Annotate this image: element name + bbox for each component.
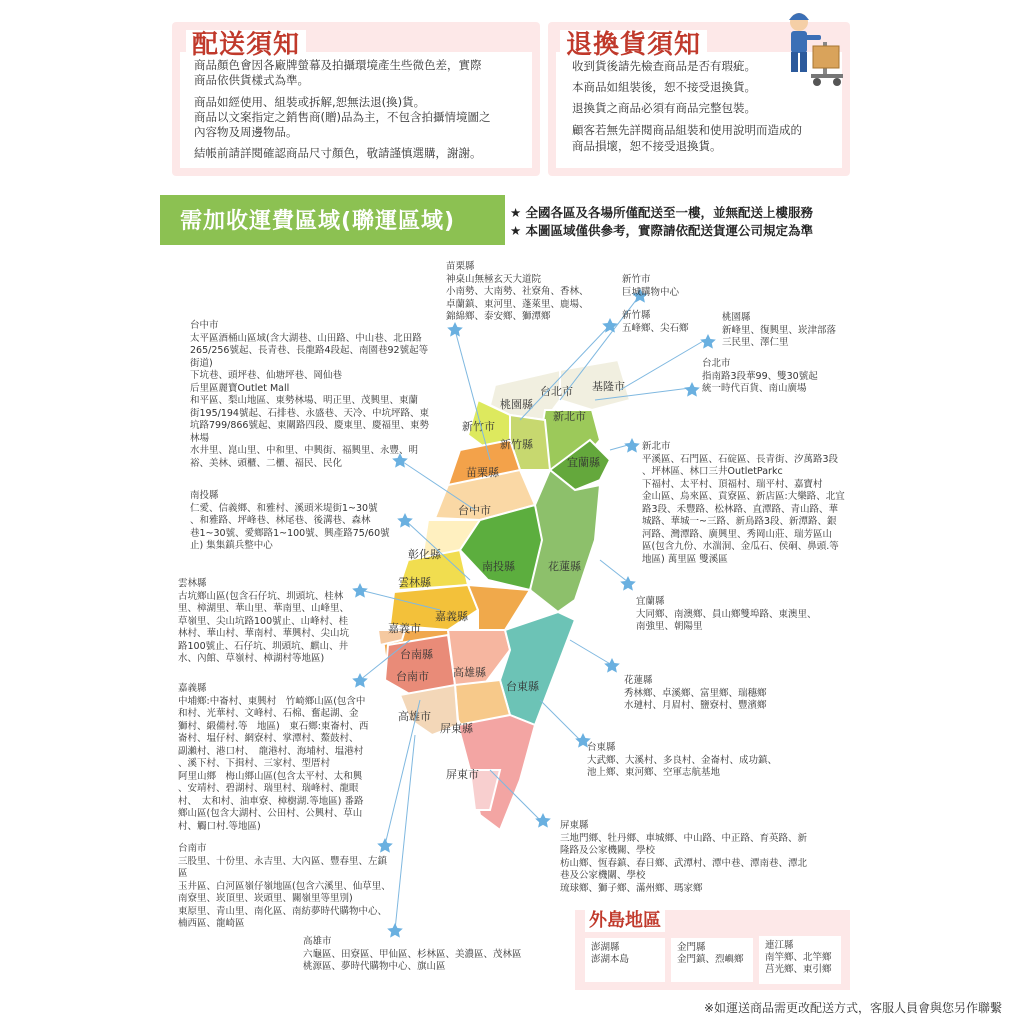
region-line: 和村、光華村、文峰村、石棉、奮起湖、金 xyxy=(178,708,359,719)
region-line: 草嶺里、尖山坑路100號止、山峰村、桂 xyxy=(178,615,349,627)
region-head: 苗栗縣 xyxy=(446,261,475,272)
banner-note: ★ 全國各區及各場所僅配送至一樓，並無配送上樓服務 xyxy=(510,205,814,220)
region-line: 街道) xyxy=(190,357,213,369)
surcharge-banner-title: 需加收運費區域(聯運區域) xyxy=(180,209,456,234)
region-line: 五峰鄉、尖石鄉 xyxy=(622,322,689,334)
region-line: 大武鄉、大溪村、多良村、金崙村、成功鎮、 xyxy=(587,754,778,766)
region-line: 中埔鄉:中崙村、東興村 竹崎鄉山區(包含中 xyxy=(178,695,366,707)
outer-head: 澎湖縣 xyxy=(591,942,620,953)
star-icon xyxy=(535,813,551,828)
returns-line: 本商品如組裝後，恕不接受退換貨。 xyxy=(572,80,756,94)
region-line: 、和雅路、坪峰巷、林尾巷、後溝巷、森林 xyxy=(190,515,371,526)
region-line: 河路、灣潭路、廣興里、秀岡山莊、瑞芳區山 xyxy=(642,528,833,540)
outer-body: 澎湖本島 xyxy=(591,954,630,965)
outer-cell-penghu xyxy=(585,938,665,982)
region-line: 隆路及公家機關、學校 xyxy=(560,845,656,856)
region-line: 統一時代百貨、南山廣場 xyxy=(702,383,807,394)
map-label: 宜蘭縣 xyxy=(567,456,600,469)
delivery-line: 商品以文案指定之銷售商(贈)品為主，不包含拍攝情境圖之 xyxy=(194,110,491,124)
region-head: 台北市 xyxy=(702,358,731,369)
region-yunlin xyxy=(178,578,373,666)
region-line: 錦綿鄉、泰安鄉、獅潭鄉 xyxy=(446,311,551,322)
region-line: 下福村、太平村、頂福村、瑞平村、嘉寶村 xyxy=(642,478,823,490)
delivery-line: 商品如經使用、組裝或拆解,恕無法退(換)貨。 xyxy=(194,95,426,109)
region-line: 副瀨村、港口村、 龍港村、海埔村、塭港村 xyxy=(178,745,364,757)
region-chiayi xyxy=(178,683,388,833)
region-line: 秀林鄉、卓溪鄉、富里鄉、瑞穗鄉 xyxy=(624,687,767,699)
region-line: 巷及公家機關、學校 xyxy=(560,870,646,881)
region-head: 花蓮縣 xyxy=(624,675,653,686)
region-line: 仁愛、信義鄉、和雅村、溪頭米堤街1~30號 xyxy=(190,502,378,514)
region-line: 東原里、青山里、南化區、南紡夢時代購物中心、 xyxy=(178,905,388,917)
returns-line: 收到貨後請先檢查商品是否有瑕疵。 xyxy=(572,59,756,73)
region-hsinchu-city xyxy=(622,274,712,299)
region-line: 街195/194號起、石排巷、永盛巷、天冷、中坑坪路、東 xyxy=(190,407,429,419)
region-line: 地區) 萬里區 雙溪區 xyxy=(642,553,728,565)
region-line: 獅村、緞備村.等 地區) 東石鄉:東崙村、西 xyxy=(178,720,369,732)
region-line: 南寮里、崁頂里、崁頭里、關嶺里等里別) xyxy=(178,893,353,904)
delivery-line: 結帳前請詳閱確認商品尺寸顏色，敬請謹慎選購，謝謝。 xyxy=(194,146,482,160)
region-line: 六龜區、田寮區、甲仙區、杉林區、美濃區、茂林區 xyxy=(303,948,522,960)
region-line: 琉球鄉、獅子鄉、滿州鄉、瑪家鄉 xyxy=(560,882,703,894)
region-line: 和平區、梨山地區、東勢林場、明正里、茂興里、東蘭 xyxy=(190,395,419,406)
region-line: 小南勢、大南勢、社寮角、香林、 xyxy=(446,286,589,297)
region-line: 村、 太和村、油車寮、樟樹湖.等地區) 番路 xyxy=(178,795,364,807)
outer-body: 南竿鄉、北竿鄉 xyxy=(765,952,832,963)
region-line: 大同鄉、南澳鄉、員山鄉雙埠路、東澳里、 xyxy=(636,608,817,620)
region-line: 、坪林區、林口三井OutletParkc xyxy=(642,466,783,477)
region-head: 台南市 xyxy=(178,843,207,854)
region-pingtung xyxy=(560,820,840,895)
star-icon xyxy=(604,658,620,673)
region-line: 林村、華山村、華南村、華興村、尖山坑 xyxy=(178,628,350,639)
region-line: 裕、美林、頭櫃、二櫃、福民、民化 xyxy=(190,457,343,469)
region-line: 池上鄉、東河鄉、空軍志航基地 xyxy=(587,767,721,778)
map-label: 屏東縣 xyxy=(440,722,473,735)
star-icon xyxy=(624,438,640,453)
map-label: 台南市 xyxy=(396,670,429,683)
region-line: 三股里、十份里、永吉里、大內區、豐春里、左鎮 xyxy=(178,855,388,867)
delivery-line: 商品依供貨樣式為準。 xyxy=(194,73,309,87)
region-line: 村、觸口村.等地區) xyxy=(178,820,261,832)
map-label: 屏東市 xyxy=(446,768,479,781)
region-taipei xyxy=(702,358,852,396)
region-line: 平溪區、石門區、石碇區、長青街、汐萬路3段 xyxy=(642,453,839,465)
map-label: 桃園縣 xyxy=(500,398,533,411)
region-head: 宜蘭縣 xyxy=(636,596,665,607)
region-kaohsiung xyxy=(303,936,553,974)
region-line: 路3段、禾豐路、松林路、直潭路、青山路、華 xyxy=(642,503,839,515)
region-line: 南強里、朝陽里 xyxy=(636,621,703,632)
outer-head: 金門縣 xyxy=(677,942,706,953)
region-line: 265/256號起、長青巷、長龍路4段起、南園巷92號起等 xyxy=(190,345,429,356)
footnote: ※如運送商品需更改配送方式，客服人員會與您另作聯繫 xyxy=(703,1001,1002,1015)
outer-cell-lienchiang xyxy=(759,936,841,984)
region-line: 枋山鄉、恆春鎮、春日鄉、武潭村、潭中巷、潭南巷、潭北 xyxy=(560,857,808,869)
outer-islands-title: 外島地區 xyxy=(585,906,665,932)
delivery-notice-title: 配送須知 xyxy=(186,30,306,60)
region-head: 嘉義縣 xyxy=(178,683,207,694)
region-line: 桃源區、夢時代購物中心、旗山區 xyxy=(303,961,446,972)
region-line: 指南路3段華99、雙30號起 xyxy=(702,370,818,382)
region-taichung xyxy=(190,320,450,470)
region-line: 水井里、崑山里、中和里、中興街、福興里、永豐、明 xyxy=(190,445,419,456)
region-line: 水璉村、月眉村、鹽寮村、豐濱鄉 xyxy=(624,700,767,711)
region-line: 三民里、澤仁里 xyxy=(722,337,789,348)
map-label: 新北市 xyxy=(553,410,586,423)
region-line: 阿里山鄉 梅山鄉山區(包含太平村、太和興 xyxy=(178,770,363,782)
map-label: 台南縣 xyxy=(400,648,433,661)
region-line: 城路、華城一~三路、新鳥路3段、新潭路、銀 xyxy=(642,516,837,527)
region-head: 台中市 xyxy=(190,320,219,331)
region-line: 崙村、塭仔村、網寮村、掌潭村、鰲鼓村、 xyxy=(178,733,359,744)
region-line: 林場 xyxy=(190,432,210,444)
region-head: 新北市 xyxy=(642,441,671,452)
map-label: 苗栗縣 xyxy=(466,466,499,479)
returns-line: 退換貨之商品必須有商品完整包裝。 xyxy=(572,101,756,115)
region-line: 坑路799/866號起、東關路四段、慶東里、慶福里、東勢 xyxy=(190,420,429,431)
map-label: 台東縣 xyxy=(506,680,539,693)
region-head: 桃園縣 xyxy=(722,312,751,323)
map-label: 高雄縣 xyxy=(453,666,486,679)
region-line: 新峰里、復興里、崁津部落 xyxy=(722,324,837,336)
region-yilan xyxy=(636,596,846,634)
region-head: 新竹市 xyxy=(622,274,651,285)
outer-islands-box xyxy=(575,910,850,990)
delivery-line: 內容物及周邊物品。 xyxy=(194,125,298,139)
region-line: 、溪下村、下揖村、三家村、型厝村 xyxy=(178,758,331,769)
banner-note: ★ 本圖區域僅供參考，實際請依配送貨運公司規定為準 xyxy=(510,223,814,238)
region-line: 古坑鄉山區(包含石仔坑、圳頭坑、桂林 xyxy=(178,590,344,602)
map-label: 新竹市 xyxy=(462,420,495,433)
region-taoyuan xyxy=(722,312,862,350)
region-tainan xyxy=(178,843,408,931)
map-label: 基隆市 xyxy=(592,380,625,393)
region-line: 區 xyxy=(178,868,188,879)
map-label: 台中市 xyxy=(458,504,491,517)
outer-cell-kinmen xyxy=(671,938,753,982)
map-label: 花蓮縣 xyxy=(548,560,581,573)
region-line: 卓蘭鎮、東河里、蓬萊里、鹿場、 xyxy=(446,298,589,310)
region-head: 雲林縣 xyxy=(178,578,207,589)
region-line: 里、樟湖里、華山里、華南里、山峰里、 xyxy=(178,603,350,614)
region-line: 路100號止、石仔坑、圳頭坑、麒山、井 xyxy=(178,640,349,652)
region-line: 楠西區、龍崎區 xyxy=(178,918,245,929)
region-line: 下坑巷、頭坪巷、仙塘坪巷、岡仙巷 xyxy=(190,370,343,381)
region-line: 金山區、烏來區、貢寮區、新店區:大樂路、北宜 xyxy=(642,491,845,502)
region-line: 、安靖村、碧湖村、瑞里村、瑞峰村、龍眼 xyxy=(178,783,359,794)
region-head: 南投縣 xyxy=(190,490,219,501)
outer-body: 金門鎮、烈嶼鄉 xyxy=(677,954,744,965)
region-line: 鄉山區(包含大湖村、公田村、公興村、草山 xyxy=(178,808,363,819)
region-line: 后里區麗寶Outlet Mall xyxy=(190,382,290,394)
region-head: 高雄市 xyxy=(303,936,332,947)
outer-body: 莒光鄉、東引鄉 xyxy=(765,964,832,975)
delivery-line: 商品顏色會因各廠牌螢幕及拍攝環境產生些微色差，實際 xyxy=(194,58,482,72)
region-line: 太平區酒桶山區域(含大湖巷、山田路、中山巷、北田路 xyxy=(190,332,422,344)
map-label: 彰化縣 xyxy=(408,548,441,561)
star-icon xyxy=(684,382,700,397)
star-icon xyxy=(700,334,716,349)
outer-head: 連江縣 xyxy=(765,940,794,951)
region-head: 新竹縣 xyxy=(622,310,651,321)
region-line: 止) 集集鎮兵整中心 xyxy=(190,540,273,551)
map-label: 嘉義縣 xyxy=(435,610,468,623)
map-label: 嘉義市 xyxy=(388,622,421,635)
region-line: 水、內館、草嶺村、樟湖村等地區) xyxy=(178,653,325,664)
map-label: 新竹縣 xyxy=(500,438,533,451)
region-line: 巷1~30號、愛鄉路1~100號、興產路75/60號 xyxy=(190,527,390,539)
region-nantou xyxy=(190,490,405,553)
region-hsinchu-county xyxy=(622,310,712,335)
region-line: 玉井區、白河區嶺仔嶺地區(包含六溪里、仙草里、 xyxy=(178,880,391,892)
region-line: 三地門鄉、牡丹鄉、車城鄉、中山路、中正路、育英路、新 xyxy=(560,832,808,844)
map-label: 雲林縣 xyxy=(398,576,431,589)
returns-line: 顧客若無先詳閱商品組裝和使用說明而造成的 xyxy=(572,123,802,137)
region-line: 巨城購物中心 xyxy=(622,286,680,298)
region-miaoli xyxy=(446,261,616,324)
region-head: 台東縣 xyxy=(587,742,616,753)
region-new-taipei xyxy=(642,441,857,566)
map-label: 南投縣 xyxy=(482,560,515,573)
region-head: 屏東縣 xyxy=(560,820,589,831)
map-label: 高雄市 xyxy=(398,710,431,723)
region-taitung xyxy=(587,742,807,780)
returns-notice-title: 退換貨須知 xyxy=(560,30,707,60)
region-hualien xyxy=(624,675,784,713)
map-label: 台北市 xyxy=(540,385,573,398)
region-line: 區(包含九份、水湍洞、金瓜石、侯硐、鼻頭.等 xyxy=(642,541,839,552)
returns-line: 商品損壞，恕不接受退換貨。 xyxy=(572,139,722,153)
region-line: 神桌山無極玄天大道院 xyxy=(446,273,542,285)
